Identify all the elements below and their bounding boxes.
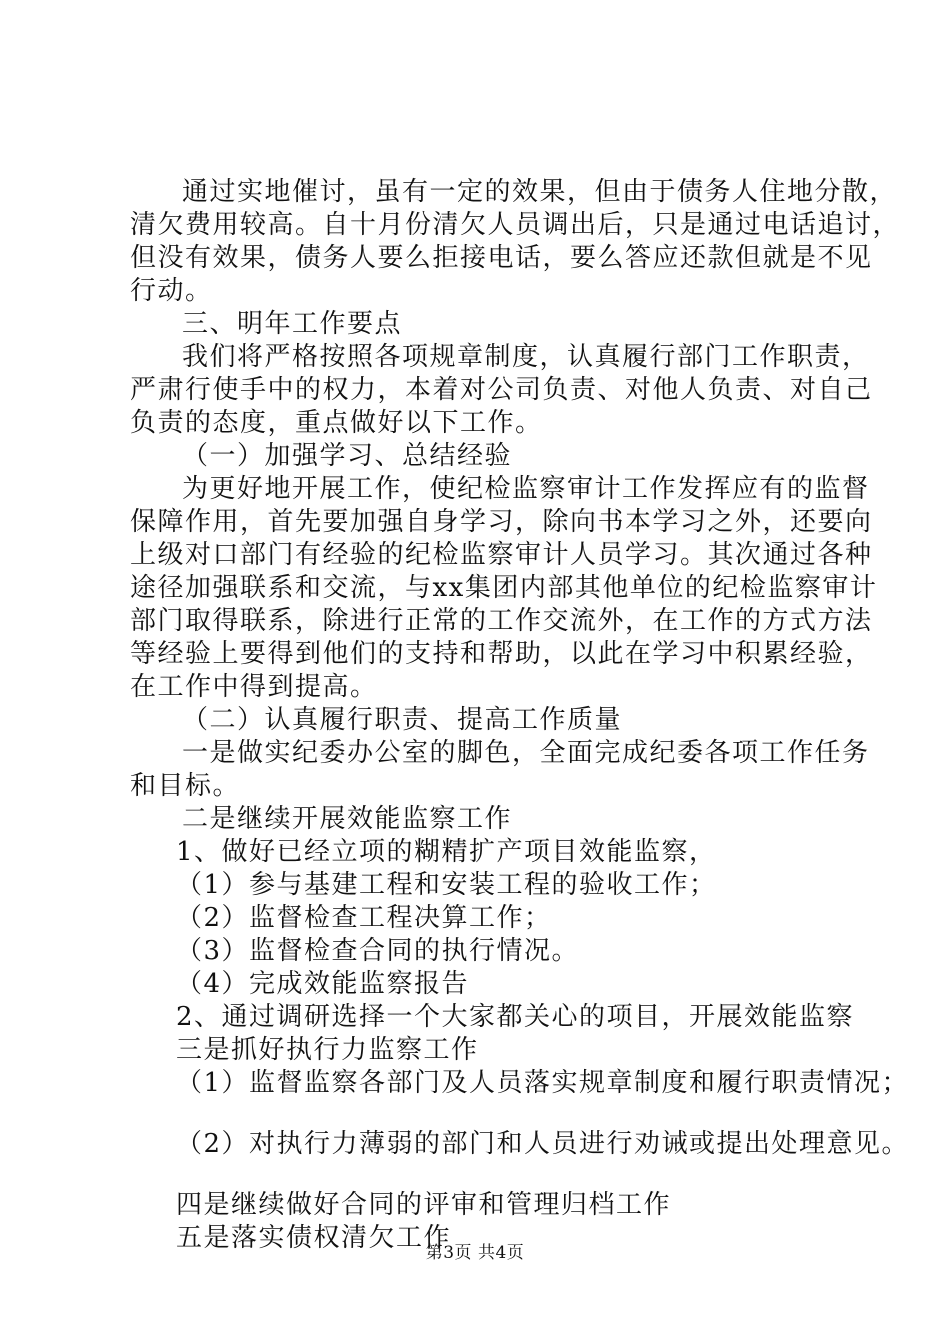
paragraph-line: 为更好地开展工作，使纪检监察审计工作发挥应有的监督	[182, 474, 870, 504]
list-item: （2）对执行力薄弱的部门和人员进行劝诫或提出处理意见。	[176, 1129, 910, 1159]
list-item: 1、做好已经立项的糊精扩产项目效能监察，	[176, 837, 717, 867]
list-heading: 五是落实债权清欠工作	[176, 1223, 452, 1253]
paragraph-line: 通过实地催讨，虽有一定的效果，但由于债务人住地分散，	[182, 177, 898, 207]
list-heading: 四是继续做好合同的评审和管理归档工作	[176, 1190, 672, 1220]
list-item: （2）监督检查工程决算工作；	[176, 903, 552, 933]
paragraph-line: 途径加强联系和交流，与xx集团内部其他单位的纪检监察审计	[130, 573, 878, 603]
paragraph-line: 保障作用，首先要加强自身学习，除向书本学习之外，还要向	[130, 507, 873, 537]
paragraph-line: 一是做实纪委办公室的脚色，全面完成纪委各项工作任务	[182, 738, 870, 768]
paragraph-line: 行动。	[130, 276, 213, 306]
subsection-heading: （一）加强学习、总结经验	[182, 441, 513, 471]
paragraph-line: 上级对口部门有经验的纪检监察审计人员学习。其次通过各种	[130, 540, 873, 570]
section-heading: 三、明年工作要点	[182, 309, 403, 339]
list-item: （3）监督检查合同的执行情况。	[176, 936, 580, 966]
list-item: （4）完成效能监察报告	[176, 969, 470, 999]
paragraph-line: 但没有效果，债务人要么拒接电话，要么答应还款但就是不见	[130, 243, 873, 273]
paragraph-line: 等经验上要得到他们的支持和帮助，以此在学习中积累经验，	[130, 639, 873, 669]
paragraph-line: 部门取得联系，除进行正常的工作交流外，在工作的方式方法	[130, 606, 873, 636]
paragraph-line: 清欠费用较高。自十月份清欠人员调出后，只是通过电话追讨，	[130, 210, 901, 240]
list-item: （1）监督监察各部门及人员落实规章制度和履行职责情况；	[176, 1068, 910, 1098]
paragraph-line: 和目标。	[130, 771, 241, 801]
paragraph-line: 负责的态度，重点做好以下工作。	[130, 408, 543, 438]
list-heading: 三是抓好执行力监察工作	[176, 1035, 479, 1065]
list-item: （1）参与基建工程和安装工程的验收工作；	[176, 870, 717, 900]
subsection-heading: （二）认真履行职责、提高工作质量	[182, 705, 623, 735]
page-number-footer: 第3页 共4页	[425, 1243, 525, 1263]
list-item: 2、通过调研选择一个大家都关心的项目，开展效能监察	[176, 1002, 855, 1032]
paragraph-line: 严肃行使手中的权力，本着对公司负责、对他人负责、对自己	[130, 375, 873, 405]
paragraph-line: 在工作中得到提高。	[130, 672, 378, 702]
list-heading: 二是继续开展效能监察工作	[182, 804, 513, 834]
paragraph-line: 我们将严格按照各项规章制度，认真履行部门工作职责，	[182, 342, 870, 372]
